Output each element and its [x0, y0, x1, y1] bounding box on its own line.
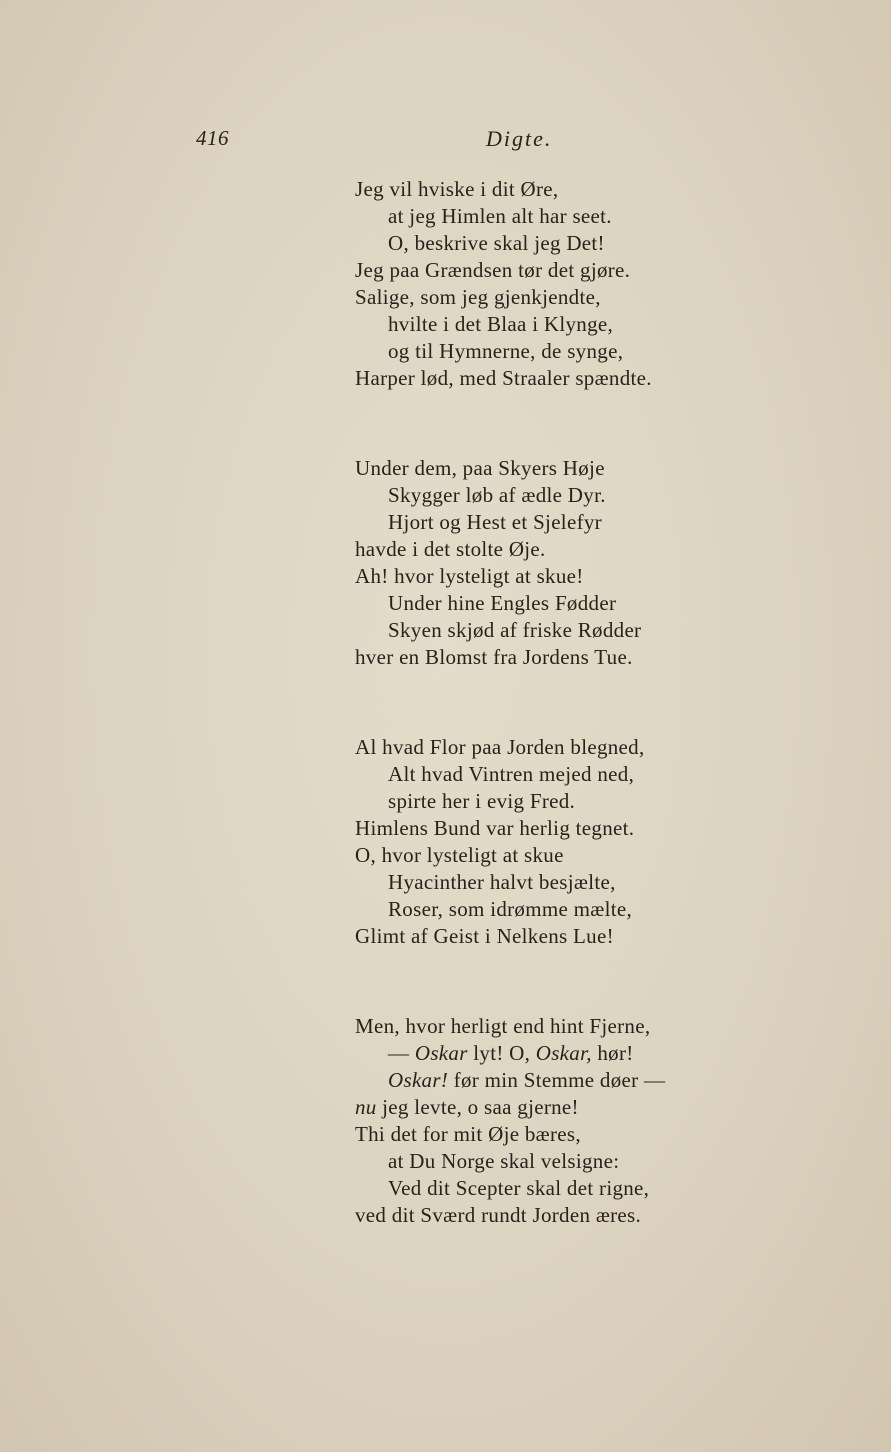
text-segment: før min Stemme døer —: [448, 1068, 666, 1092]
poem-line: Hyacinther halvt besjælte,: [388, 870, 616, 894]
italic-segment: nu: [355, 1095, 377, 1119]
poem-line: hver en Blomst fra Jordens Tue.: [355, 645, 633, 669]
text-segment: —: [388, 1041, 415, 1065]
stanza: [355, 1013, 775, 1229]
text-segment: hør!: [591, 1041, 634, 1065]
italic-segment: Oskar,: [535, 1041, 592, 1065]
poem-line: Alt hvad Vintren mejed ned,: [388, 762, 635, 786]
poem-line: [355, 1040, 775, 1067]
poem-line: Jeg vil hviske i dit Øre,: [355, 177, 559, 201]
poem-line: Skyen skjød af friske Rødder: [388, 618, 642, 642]
stanza: [355, 176, 775, 392]
poem-line: Harper lød, med Straaler spændte.: [355, 366, 652, 390]
poem-line: spirte her i evig Fred.: [388, 789, 576, 813]
stanza: [355, 734, 775, 950]
poem-line: at jeg Himlen alt har seet.: [388, 204, 612, 228]
poem-line: [355, 1067, 775, 1094]
poem-line: Al hvad Flor paa Jorden blegned,: [355, 735, 645, 759]
text-segment: jeg levte, o saa gjerne!: [376, 1095, 579, 1119]
poem-line: havde i det stolte Øje.: [355, 537, 546, 561]
page-header: [0, 126, 891, 158]
poem-line: Thi det for mit Øje bæres,: [355, 1122, 581, 1146]
poem-line: Under dem, paa Skyers Høje: [355, 456, 605, 480]
poem-line: Roser, som idrømme mælte,: [388, 897, 633, 921]
poem-line: og til Hymnerne, de synge,: [388, 339, 624, 363]
poem-line: Himlens Bund var herlig tegnet.: [355, 816, 635, 840]
italic-segment: Oskar: [414, 1041, 468, 1065]
poem-line: Glimt af Geist i Nelkens Lue!: [355, 924, 614, 948]
poem-line: Jeg paa Grændsen tør det gjøre.: [355, 258, 631, 282]
poem-line: Ved dit Scepter skal det rigne,: [388, 1176, 650, 1200]
poem-line: O, beskrive skal jeg Det!: [388, 231, 605, 255]
poem-line: Salige, som jeg gjenkjendte,: [355, 285, 601, 309]
poem-line: O, hvor lysteligt at skue: [355, 843, 564, 867]
poem-line: Skygger løb af ædle Dyr.: [388, 483, 606, 507]
poem-line: hvilte i det Blaa i Klynge,: [388, 312, 614, 336]
poem-line: Under hine Engles Fødder: [388, 591, 617, 615]
poem-line: Hjort og Hest et Sjelefyr: [388, 510, 602, 534]
poem-line: at Du Norge skal velsigne:: [388, 1149, 620, 1173]
poem-body: [355, 176, 775, 1292]
poem-line: Men, hvor herligt end hint Fjerne,: [355, 1014, 651, 1038]
poem-line: ved dit Sværd rundt Jorden æres.: [355, 1203, 642, 1227]
page-number: 416: [196, 126, 229, 150]
poem-line: Ah! hvor lysteligt at skue!: [355, 564, 584, 588]
running-title: Digte.: [486, 126, 553, 151]
poem-line: [355, 1094, 775, 1121]
text-segment: lyt! O,: [467, 1041, 536, 1065]
stanza: [355, 455, 775, 671]
italic-segment: Oskar!: [388, 1068, 449, 1092]
